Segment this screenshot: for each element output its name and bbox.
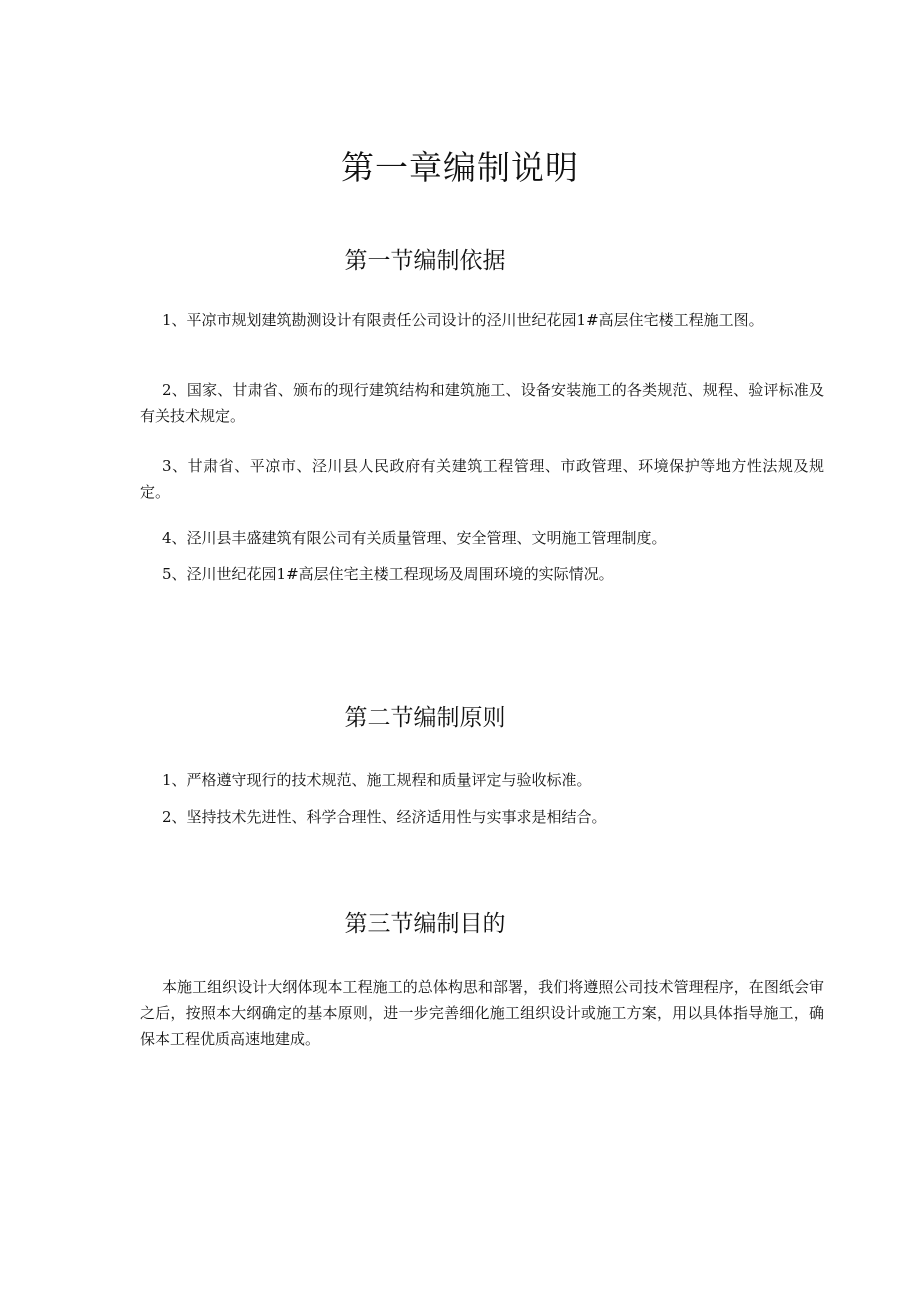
basis-item-3: 3、甘肃省、平凉市、泾川县人民政府有关建筑工程管理、市政管理、环境保护等地方性法规及规定。 bbox=[140, 457, 824, 501]
basis-item-1: 1、平凉市规划建筑勘测设计有限责任公司设计的泾川世纪花园1#高层住宅楼工程施工图。 bbox=[162, 311, 764, 329]
principles-item-2: 2、坚持技术先进性、科学合理性、经济适用性与实事求是相结合。 bbox=[162, 808, 607, 826]
chapter-title: 第一章编制说明 bbox=[341, 148, 579, 187]
basis-item-5: 5、泾川世纪花园1#高层住宅主楼工程现场及周围环境的实际情况。 bbox=[162, 565, 614, 583]
purpose-paragraph: 本施工组织设计大纲体现本工程施工的总体构思和部署，我们将遵照公司技术管理程序，在图纸会审之后，按照本大纲确定的基本原则，进一步完善细化施工组织设计或施工方案，用以具体指导施工，确保本工程优质高速地建成。 bbox=[140, 978, 824, 1048]
principles-item-1: 1、严格遵守现行的技术规范、施工规程和质量评定与验收标准。 bbox=[162, 771, 592, 789]
basis-item-4: 4、泾川县丰盛建筑有限公司有关质量管理、安全管理、文明施工管理制度。 bbox=[162, 529, 667, 547]
section-title-basis: 第一节编制依据 bbox=[344, 248, 506, 274]
basis-item-2: 2、国家、甘肃省、颁布的现行建筑结构和建筑施工、设备安装施工的各类规范、规程、验评标准及有关技术规定。 bbox=[140, 381, 824, 425]
section-title-purpose: 第三节编制目的 bbox=[344, 911, 506, 937]
section-title-principles: 第二节编制原则 bbox=[344, 705, 506, 731]
